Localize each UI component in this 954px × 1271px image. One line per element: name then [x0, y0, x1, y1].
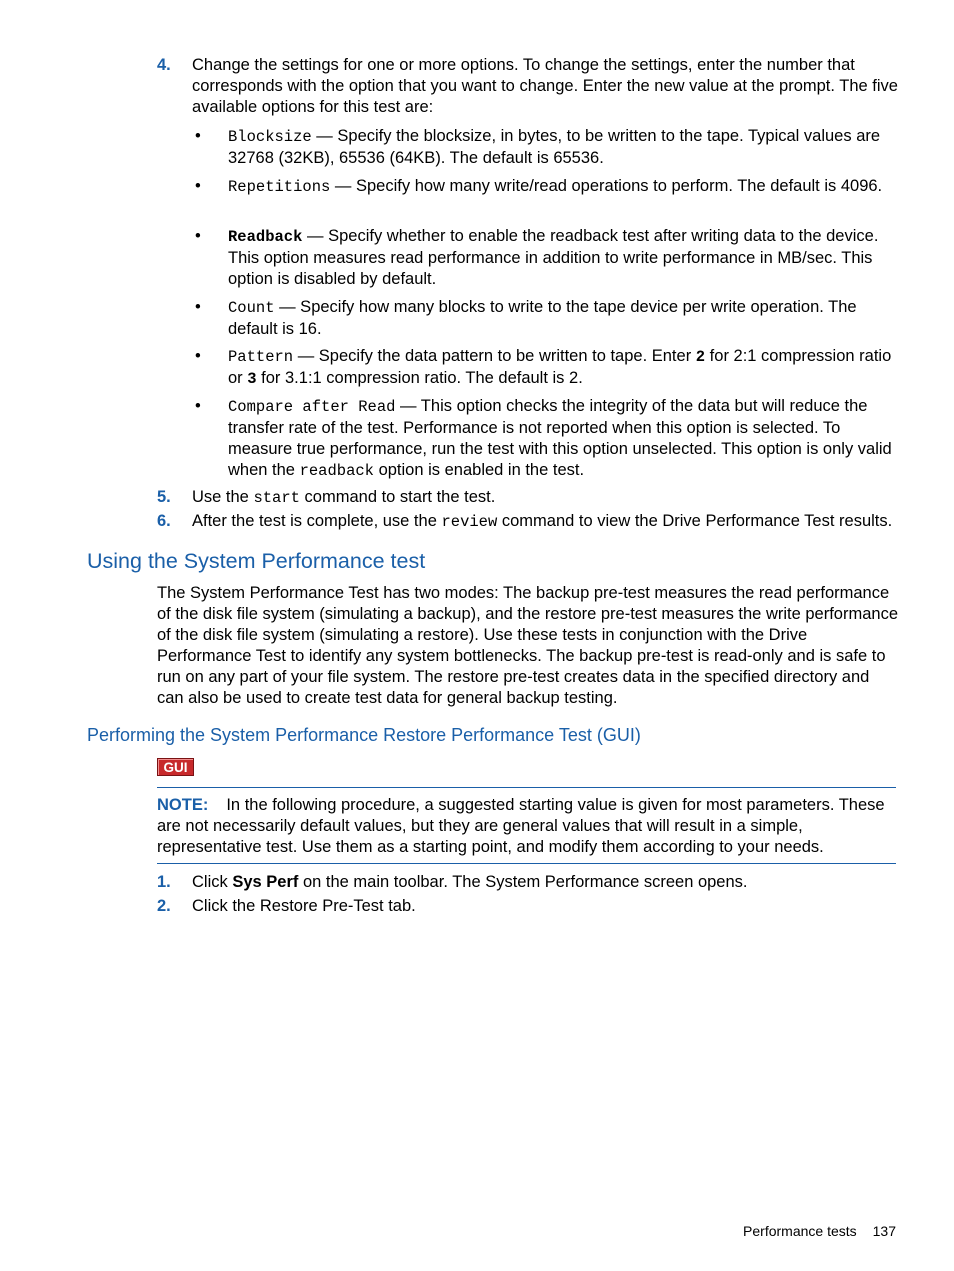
bullet-icon: • [195, 298, 201, 316]
option-readback [195, 226, 899, 290]
option-code: Blocksize [228, 128, 312, 146]
ui-element-name: Sys Perf [232, 873, 299, 891]
option-value: 2 [695, 348, 706, 366]
footer-section: Performance tests [743, 1223, 857, 1239]
step-text: Click [192, 873, 233, 891]
option-value: 3 [247, 370, 257, 388]
step-number: 5. [157, 488, 171, 506]
note-label: NOTE: [157, 796, 209, 814]
option-compare-after-read [195, 396, 899, 482]
step-5 [157, 487, 899, 509]
subsection-heading: Performing the System Performance Restore Performance Test (GUI) [87, 725, 641, 745]
step-text: command to view the Drive Performance Test results. [497, 512, 893, 530]
step-text: command to start the test. [299, 488, 496, 506]
option-description: — Specify the data pattern to be written to tape. Enter [293, 347, 696, 365]
page-footer [743, 1222, 896, 1240]
option-description: — Specify the blocksize, in bytes, to be written to the tape. Typical values are 32768 (32KB), 65536 (64KB). The default is 65536. [228, 127, 881, 167]
step-text: Use the [192, 488, 254, 506]
step-6 [157, 511, 899, 533]
option-pattern [195, 346, 899, 390]
option-description: for 2:1 compression ratio or [228, 347, 892, 387]
option-repetitions [195, 176, 899, 198]
option-description: — Specify whether to enable the readback test after writing data to the device. This option measures read performance in addition to write performance in MB/sec. This option is disabled by default. [228, 227, 879, 288]
step-4 [157, 55, 899, 118]
option-code: Pattern [228, 348, 294, 366]
section-paragraph: The System Performance Test has two modes: The backup pre-test measures the read performance of the disk file system (simulating a backup), and the restore pre-test measures the write performance of the disk file system (simulating a restore). Use these tests in conjunction with the Drive Performance Test to identify any system bottlenecks. The backup pre-test is read-only and is safe to run on any part of your file system. The restore pre-test creates data in the specified directory and can also be used to create test data for general backup testing. [157, 584, 898, 707]
step-text: After the test is complete, use the [192, 512, 442, 530]
option-description: — Specify how many write/read operations to perform. The default is 4096. [330, 177, 883, 195]
note-bottom-divider [157, 863, 896, 864]
step-number: 2. [157, 897, 171, 915]
option-description: — Specify how many blocks to write to the tape device per write operation. The default is 16. [228, 298, 857, 338]
bullet-icon: • [195, 127, 201, 145]
procedure-step-2 [157, 896, 899, 917]
option-description: option is enabled in the test. [373, 461, 585, 479]
option-code: readback [299, 462, 374, 480]
bullet-icon: • [195, 227, 201, 245]
gui-badge-icon: GUI [157, 758, 194, 776]
step-text: on the main toolbar. The System Performance screen opens. [298, 873, 748, 891]
bullet-icon: • [195, 177, 201, 195]
option-code: Readback [228, 228, 303, 246]
option-count [195, 297, 899, 340]
option-code: Count [228, 299, 275, 317]
option-description: — This option checks the integrity of the data but will reduce the transfer rate of the test. Performance is not reported when this option is selected. To measure true performance, run the test with this option unselected. This option is only valid when the [228, 397, 892, 479]
note-text: In the following procedure, a suggested starting value is given for most parameters. These are not necessarily default values, but they are general values that will result in a simple, representative test. Use them as a starting point, and modify them according to your needs. [157, 796, 885, 856]
step-text: Change the settings for one or more options. To change the settings, enter the number that corresponds with the option that you want to change. Enter the new value at the prompt. The five available options for this test are: [192, 56, 898, 116]
bullet-icon: • [195, 347, 201, 365]
step-text: Click the Restore Pre-Test tab. [192, 897, 416, 915]
step-number: 4. [157, 56, 171, 74]
page-number: 137 [872, 1223, 896, 1239]
note-top-divider [157, 787, 896, 788]
option-description: for 3.1:1 compression ratio. The default is 2. [256, 369, 583, 387]
command-code: start [253, 489, 300, 507]
option-blocksize [195, 126, 899, 169]
note-box [157, 795, 899, 858]
bullet-icon: • [195, 397, 201, 415]
step-number: 1. [157, 873, 171, 891]
option-code: Repetitions [228, 178, 331, 196]
option-code: Compare after Read [228, 398, 396, 416]
command-code: review [441, 513, 498, 531]
step-number: 6. [157, 512, 171, 530]
section-heading: Using the System Performance test [87, 549, 426, 573]
procedure-step-1 [157, 872, 899, 893]
